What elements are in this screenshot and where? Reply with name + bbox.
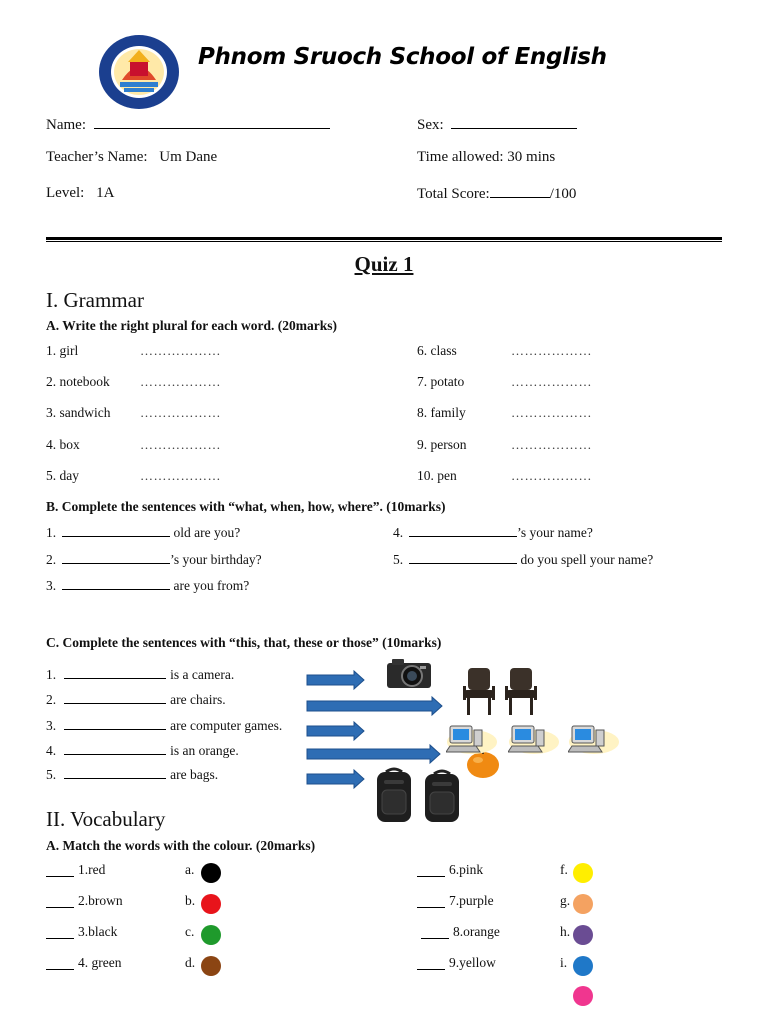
colour-swatch (201, 894, 221, 914)
plural-item (417, 374, 592, 390)
arrow-icon (307, 722, 364, 740)
colour-swatch (201, 956, 221, 976)
computer-picture (446, 724, 498, 761)
colour-letter: f. (560, 862, 568, 877)
plural-item (417, 468, 592, 484)
plural-item (46, 437, 221, 453)
question-number: 4. (393, 525, 404, 540)
question-text: do you spell your name? (517, 552, 654, 567)
colour-word: 4. green (78, 955, 122, 970)
answer-dots[interactable]: ……………… (140, 405, 221, 420)
question-number: 5. (46, 767, 57, 782)
time-value: 30 mins (507, 149, 556, 165)
question-text: ’s your name? (517, 525, 593, 540)
answer-dots[interactable]: ……………… (140, 468, 221, 483)
bag-picture (422, 768, 462, 829)
computer-picture (508, 724, 560, 761)
question-number: 4. (46, 743, 57, 758)
colour-word: 1.red (78, 862, 106, 877)
plural-word: 5. day (46, 468, 79, 483)
plural-item (46, 374, 221, 390)
plural-word: 8. family (417, 405, 466, 420)
match-blank[interactable] (421, 926, 449, 939)
question-text: are computer games. (170, 718, 283, 733)
plural-word: 2. notebook (46, 374, 110, 389)
question-number: 5. (393, 552, 404, 567)
colour-letter: h. (560, 924, 571, 939)
answer-dots[interactable]: ……………… (140, 343, 221, 358)
plural-item (46, 405, 221, 421)
colour-letter: b. (185, 893, 196, 908)
demonstrative-item (46, 766, 218, 783)
demonstrative-item (46, 691, 226, 708)
grammar-b-instruction: B. Complete the sentences with “what, when, how, where”. (10marks) (46, 499, 446, 514)
answer-blank[interactable] (409, 524, 517, 537)
plural-item (417, 343, 592, 359)
colour-letter: a. (185, 862, 195, 877)
demonstrative-item (46, 717, 282, 734)
sex-label: Sex: (417, 117, 444, 133)
question-item (393, 551, 653, 568)
colour-swatch (201, 925, 221, 945)
colour-word: 7.purple (449, 893, 494, 908)
question-item (393, 524, 593, 541)
answer-blank[interactable] (64, 691, 166, 704)
answer-blank[interactable] (409, 551, 517, 564)
question-text: is a camera. (170, 667, 235, 682)
question-text: ’s your birthday? (170, 552, 262, 567)
answer-blank[interactable] (64, 766, 166, 779)
chair-picture (462, 666, 496, 721)
question-text: is an orange. (170, 743, 239, 758)
computer-picture (568, 724, 620, 761)
colour-swatch (573, 956, 593, 976)
demonstrative-item (46, 666, 234, 683)
colour-word: 2.brown (78, 893, 123, 908)
grammar-heading: I. Grammar (46, 288, 144, 312)
plural-word: 1. girl (46, 343, 79, 358)
vocabulary-heading: II. Vocabulary (46, 807, 166, 831)
answer-blank[interactable] (62, 524, 170, 537)
arrow-icon (307, 697, 442, 715)
match-blank[interactable] (46, 926, 74, 939)
grammar-a-instruction: A. Write the right plural for each word. (20marks) (46, 318, 337, 333)
bag-picture (374, 766, 414, 829)
answer-dots[interactable]: ……………… (511, 468, 592, 483)
level-value: 1A (96, 185, 115, 201)
question-number: 2. (46, 552, 57, 567)
question-number: 1. (46, 525, 57, 540)
quiz-title: Quiz 1 (354, 252, 414, 276)
plural-item (417, 437, 592, 453)
plural-word: 9. person (417, 437, 467, 452)
name-label: Name: (46, 117, 86, 133)
score-label: Total Score: (417, 186, 490, 202)
answer-dots[interactable]: ……………… (511, 343, 592, 358)
plural-word: 4. box (46, 437, 80, 452)
level-label: Level: (46, 185, 85, 201)
question-text: are bags. (170, 767, 219, 782)
score-suffix: /100 (549, 186, 577, 202)
match-blank[interactable] (417, 864, 445, 877)
question-text: are you from? (170, 578, 250, 593)
question-item (46, 524, 240, 541)
colour-swatch (201, 863, 221, 883)
match-blank[interactable] (46, 864, 74, 877)
answer-blank[interactable] (64, 742, 166, 755)
vocabulary-a-instruction: A. Match the words with the colour. (20marks) (46, 838, 316, 853)
colour-letter: i. (560, 955, 568, 970)
grammar-c-instruction: C. Complete the sentences with “this, that, these or those” (10marks) (46, 635, 442, 650)
answer-dots[interactable]: ……………… (511, 374, 592, 389)
answer-blank[interactable] (62, 551, 170, 564)
question-number: 2. (46, 692, 57, 707)
plural-item (417, 405, 592, 421)
colour-word: 6.pink (449, 862, 484, 877)
demonstrative-item (46, 742, 239, 759)
colour-swatch (573, 986, 593, 1006)
question-text: are chairs. (170, 692, 226, 707)
colour-swatch (573, 925, 593, 945)
colour-letter: c. (185, 924, 195, 939)
time-label: Time allowed: (417, 149, 504, 165)
plural-item (46, 343, 221, 359)
question-item (46, 577, 249, 594)
teacher-label: Teacher’s Name: (46, 149, 148, 165)
arrow-icon (307, 745, 440, 763)
answer-dots[interactable]: ……………… (140, 437, 221, 452)
question-number: 1. (46, 667, 57, 682)
camera-picture (386, 656, 432, 695)
plural-item (46, 468, 221, 484)
answer-blank[interactable] (64, 717, 166, 730)
plural-word: 10. pen (417, 468, 457, 483)
question-number: 3. (46, 718, 57, 733)
colour-letter: g. (560, 893, 571, 908)
match-blank[interactable] (46, 895, 74, 908)
colour-word: 9.yellow (449, 955, 496, 970)
plural-word: 7. potato (417, 374, 465, 389)
colour-swatch (573, 863, 593, 883)
colour-letter: d. (185, 955, 196, 970)
arrow-icon (307, 770, 364, 788)
match-blank[interactable] (417, 957, 445, 970)
question-number: 3. (46, 578, 57, 593)
match-blank[interactable] (46, 957, 74, 970)
answer-dots[interactable]: ……………… (511, 437, 592, 452)
question-text: old are you? (170, 525, 241, 540)
match-blank[interactable] (417, 895, 445, 908)
plural-word: 6. class (417, 343, 457, 358)
school-name: Phnom Sruoch School of English (198, 44, 607, 70)
question-item (46, 551, 262, 568)
colour-word: 8.orange (453, 924, 500, 939)
plural-word: 3. sandwich (46, 405, 111, 420)
arrow-icon (307, 671, 364, 689)
answer-dots[interactable]: ……………… (140, 374, 221, 389)
answer-blank[interactable] (62, 577, 170, 590)
answer-blank[interactable] (64, 666, 166, 679)
colour-swatch (573, 894, 593, 914)
colour-word: 3.black (78, 924, 118, 939)
chair-picture (504, 666, 538, 721)
teacher-value: Um Dane (159, 149, 218, 165)
answer-dots[interactable]: ……………… (511, 405, 592, 420)
